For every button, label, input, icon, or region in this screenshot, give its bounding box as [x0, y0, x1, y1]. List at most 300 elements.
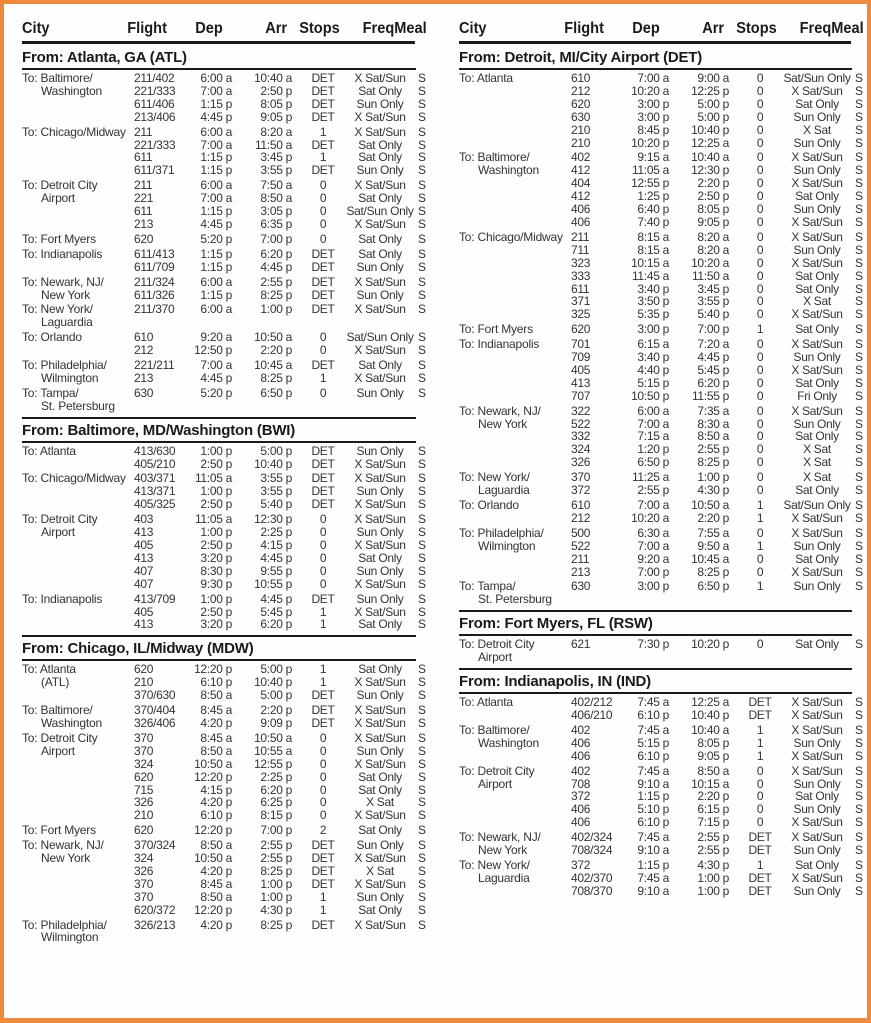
frequency: X Sat/Sun [354, 604, 406, 619]
flight-number: 210 [134, 808, 154, 823]
stops: DET [311, 246, 335, 261]
arrival-time: 6:15 p [697, 802, 729, 817]
arrival-time: 9:05 p [697, 748, 729, 763]
arrival-time: 3:55 p [260, 163, 292, 178]
departure-time: 8:45 a [200, 876, 232, 891]
departure-time: 3:20 p [200, 550, 232, 565]
arrival-time: 3:45 p [697, 281, 729, 296]
departure-time: 3:00 p [637, 322, 669, 337]
stops: DET [311, 497, 335, 512]
flight-number: 405 [571, 362, 591, 377]
frequency: X Sat/Sun [354, 808, 406, 823]
departure-time: 10:15 a [631, 255, 669, 270]
destination-group [22, 838, 426, 917]
frequency: Sat Only [358, 902, 402, 917]
stops: DET [748, 870, 772, 885]
destination-city-line: To: Tampa/ [459, 579, 516, 594]
frequency: Sun Only [793, 109, 841, 124]
meal: S [855, 96, 863, 111]
flight-number: 372 [571, 483, 591, 498]
meal: S [418, 823, 426, 838]
frequency: X Sat/Sun [354, 178, 406, 193]
meal: S [855, 281, 863, 296]
flight-row [134, 552, 426, 565]
stops: 0 [756, 551, 764, 566]
flight-number: 221/333 [134, 83, 176, 98]
destination-group [22, 124, 426, 178]
departure-time: 7:15 a [637, 429, 669, 444]
origin-section [459, 610, 863, 665]
departure-time: 6:40 p [637, 202, 669, 217]
departure-time: 6:10 p [637, 707, 669, 722]
departure-time: 5:15 p [637, 375, 669, 390]
flight-row [571, 709, 863, 722]
departure-time: 4:20 p [200, 917, 232, 932]
departure-time: 1:15 p [200, 96, 232, 111]
arrival-time: 8:05 p [260, 96, 292, 111]
departure-time: 10:20 a [631, 510, 669, 525]
stops: 0 [756, 483, 764, 498]
arrival-time: 11:50 a [691, 268, 729, 283]
flight-rows [134, 233, 426, 246]
meal: S [855, 470, 863, 485]
arrival-time: 2:55 p [260, 838, 292, 853]
frequency: Sat Only [795, 281, 839, 296]
frequency: X Sat/Sun [791, 214, 843, 229]
flight-number: 701 [571, 337, 591, 352]
departure-time: 12:20 p [194, 662, 232, 677]
meal: S [855, 268, 863, 283]
meal: S [855, 229, 863, 244]
meal: S [418, 471, 426, 486]
destination-city [459, 231, 571, 321]
stops: DET [311, 703, 335, 718]
frequency: X Sat/Sun [354, 497, 406, 512]
departure-time: 6:00 a [637, 403, 669, 418]
flight-number: 210 [571, 122, 591, 137]
destination-city [459, 638, 571, 664]
frequency: X Sat/Sun [791, 763, 843, 778]
stops: 2 [319, 823, 327, 838]
flight-rows [134, 126, 426, 178]
flight-number: 620 [571, 96, 591, 111]
destination-group [459, 763, 863, 830]
stops: 0 [319, 343, 327, 358]
flight-row [134, 852, 426, 865]
meal: S [418, 863, 426, 878]
column-header-meal: Meal [831, 20, 864, 37]
departure-time: 1:15 p [200, 204, 232, 219]
column-header-dep: Dep [632, 20, 660, 37]
flight-rows [571, 405, 863, 470]
frequency: X Sat [803, 294, 831, 309]
destination-city [22, 248, 134, 274]
destination-city [22, 704, 134, 730]
flight-row [571, 308, 863, 321]
flight-number: 611 [134, 150, 153, 165]
departure-time: 6:00 a [200, 71, 232, 85]
flight-rows [134, 513, 426, 590]
flight-number: 213/406 [134, 109, 176, 124]
arrival-time: 8:50 a [697, 763, 729, 778]
frequency: X Sat/Sun [791, 337, 843, 352]
origin-section [22, 417, 426, 632]
frequency: Sun Only [356, 385, 404, 400]
stops: DET [311, 259, 335, 274]
destination-city [22, 593, 134, 632]
departure-time: 4:45 p [200, 109, 232, 124]
flight-number: 620 [134, 662, 154, 677]
arrival-time: 1:00 p [697, 870, 729, 885]
meal: S [418, 330, 426, 345]
destination-group [22, 71, 426, 124]
frequency: X Sat/Sun [354, 124, 406, 139]
flight-number: 620 [134, 823, 154, 838]
frequency: X Sat/Sun [354, 851, 406, 866]
stops: 0 [756, 71, 764, 85]
destination-city-line: Airport [478, 776, 512, 791]
frequency: X Sat/Sun [791, 403, 843, 418]
flight-rows [571, 831, 863, 857]
flight-number: 405/325 [134, 497, 176, 512]
arrival-time: 10:55 p [254, 576, 292, 591]
frequency: X Sat/Sun [791, 748, 843, 763]
meal: S [418, 795, 426, 810]
schedule-column-left [22, 16, 427, 948]
stops: DET [311, 715, 335, 730]
departure-time: 11:25 a [631, 470, 669, 485]
arrival-time: 7:00 p [260, 823, 292, 838]
section-title: From: Indianapolis, IN (IND) [459, 668, 852, 694]
arrival-time: 10:50 a [691, 498, 729, 512]
arrival-time: 11:50 a [254, 137, 292, 152]
flight-number: 211 [134, 178, 153, 193]
departure-time: 1:00 p [200, 443, 232, 458]
flight-row [571, 98, 863, 111]
arrival-time: 2:55 p [697, 830, 729, 845]
destination-group [22, 274, 426, 302]
arrival-time: 2:25 p [260, 525, 292, 540]
departure-time: 11:05 a [631, 163, 669, 178]
flight-rows [134, 839, 426, 916]
flight-row [134, 891, 426, 904]
stops: 0 [756, 83, 764, 98]
destination-city [22, 824, 134, 837]
meal: S [418, 274, 426, 289]
arrival-time: 1:00 p [697, 883, 729, 898]
flight-number: 708 [571, 776, 591, 791]
frequency: X Sat/Sun [354, 512, 406, 527]
arrival-time: 5:40 p [260, 497, 292, 512]
arrival-time: 1:00 p [697, 470, 729, 485]
departure-time: 6:15 a [637, 337, 669, 352]
arrival-time: 6:20 p [260, 246, 292, 261]
flight-number: 213 [134, 370, 154, 385]
destination-group [22, 703, 426, 730]
frequency: X Sat/Sun [354, 576, 406, 591]
frequency: X Sat/Sun [354, 675, 406, 690]
meal: S [855, 214, 863, 229]
flight-row [134, 689, 426, 702]
frequency: X Sat/Sun [791, 564, 843, 579]
frequency: X Sat/Sun [354, 715, 406, 730]
destination-city-line: Airport [41, 743, 75, 758]
stops: DET [311, 471, 335, 486]
flight-number: 522 [571, 416, 591, 431]
flight-rows [571, 527, 863, 579]
flight-rows [134, 472, 426, 511]
flight-row [134, 387, 426, 400]
flight-row [134, 289, 426, 302]
flight-number: 370/404 [134, 703, 176, 718]
destination-city-line: To: Fort Myers [22, 823, 96, 838]
destination-city-line: To: Baltimore/ [459, 150, 530, 165]
destination-group [22, 246, 426, 274]
flight-number: 370 [134, 730, 154, 745]
frequency: X Sat [366, 795, 394, 810]
frequency: Fri Only [797, 388, 837, 403]
stops: 0 [756, 229, 764, 244]
destination-city [22, 359, 134, 385]
departure-time: 5:20 p [200, 385, 232, 400]
flight-number: 412 [571, 189, 591, 204]
meal: S [855, 403, 863, 418]
flight-row [134, 359, 426, 372]
meal: S [418, 743, 426, 758]
destination-city-line: To: Orlando [22, 330, 82, 345]
arrival-time: 8:25 p [260, 863, 292, 878]
flight-number: 402/324 [571, 830, 613, 845]
departure-time: 1:00 p [200, 591, 232, 606]
frequency: Sun Only [793, 843, 841, 858]
stops: 0 [319, 330, 327, 345]
flight-number: 413 [571, 375, 591, 390]
departure-time: 11:05 a [194, 512, 232, 527]
departure-time: 3:00 p [637, 96, 669, 111]
departure-time: 7:00 a [637, 498, 669, 512]
frequency: Sat Only [358, 83, 402, 98]
arrival-time: 8:25 p [697, 564, 729, 579]
flight-number: 708/324 [571, 843, 613, 858]
destination-city-line: St. Petersburg [41, 398, 115, 413]
arrival-time: 9:05 p [697, 214, 729, 229]
departure-time: 5:10 p [637, 802, 669, 817]
stops: DET [311, 96, 335, 111]
flight-row [134, 276, 426, 289]
frequency: X Sat/Sun [354, 109, 406, 124]
stops: 0 [319, 563, 327, 578]
destination-city-line: To: Newark, NJ/ [22, 274, 104, 289]
destination-city [459, 580, 571, 606]
departure-time: 2:50 p [200, 497, 232, 512]
frequency: Sun Only [356, 96, 404, 111]
destination-city [22, 72, 134, 124]
flight-row [134, 164, 426, 177]
flight-row [134, 758, 426, 771]
departure-time: 10:20 p [631, 135, 669, 150]
frequency: X Sat/Sun [354, 876, 406, 891]
departure-time: 7:45 a [637, 763, 669, 778]
meal: S [418, 343, 426, 358]
departure-time: 7:00 a [637, 71, 669, 85]
departure-time: 8:30 p [200, 563, 232, 578]
arrival-time: 7:55 a [697, 525, 729, 540]
arrival-time: 10:40 a [691, 722, 729, 737]
destination-city-line: To: Detroit City [22, 512, 98, 527]
frequency: Sat Only [358, 246, 402, 261]
meal: S [855, 442, 863, 457]
frequency: X Sat/Sun [354, 216, 406, 231]
meal: S [418, 808, 426, 823]
stops: 0 [319, 808, 327, 823]
arrival-time: 8:25 p [697, 455, 729, 470]
schedule-body-right [459, 46, 863, 898]
arrival-time: 5:45 p [697, 362, 729, 377]
stops: 0 [319, 204, 327, 219]
flight-number: 611/406 [134, 96, 175, 111]
meal: S [855, 776, 863, 791]
frequency: X Sat/Sun [791, 722, 843, 737]
meal: S [855, 307, 863, 322]
stops: 0 [756, 470, 764, 485]
column-header-freq: Freq [362, 20, 395, 37]
destination-group [22, 471, 426, 512]
stops: DET [311, 302, 335, 317]
arrival-time: 9:50 a [697, 538, 729, 553]
stops: 0 [319, 538, 327, 552]
flight-row [134, 717, 426, 730]
frequency: Sun Only [793, 135, 841, 150]
stops: 0 [756, 281, 764, 296]
stops: 1 [319, 370, 327, 385]
column-header-dep: Dep [195, 20, 223, 37]
meal: S [855, 564, 863, 579]
flight-row [571, 527, 863, 540]
flight-number: 413 [134, 617, 154, 632]
destination-city-line: To: Chicago/Midway [459, 229, 563, 244]
destination-city [459, 499, 571, 525]
frequency: Sun Only [356, 443, 404, 458]
section-title: From: Detroit, MI/City Airport (DET) [459, 46, 852, 70]
arrival-time: 10:50 a [254, 330, 292, 345]
flight-number: 403/371 [134, 471, 176, 486]
destination-city [459, 405, 571, 470]
departure-time: 5:35 p [637, 307, 669, 322]
stops: DET [311, 688, 335, 703]
flight-row [134, 865, 426, 878]
stops: 0 [319, 231, 327, 246]
frequency: Sun Only [793, 242, 841, 257]
flight-rows [134, 359, 426, 385]
destination-city [22, 919, 134, 945]
flight-number: 370 [134, 743, 154, 758]
stops: 0 [319, 576, 327, 591]
frequency: X Sat/Sun [791, 307, 843, 322]
flight-number: 370 [134, 889, 154, 904]
destination-city [459, 859, 571, 898]
meal: S [418, 769, 426, 784]
departure-time: 6:10 p [637, 748, 669, 763]
destination-city-line: To: Orlando [459, 498, 519, 512]
stops: 0 [756, 442, 764, 457]
departure-time: 8:50 a [200, 889, 232, 904]
arrival-time: 5:40 p [697, 307, 729, 322]
flight-rows [134, 445, 426, 471]
flight-number: 413/630 [134, 443, 176, 458]
departure-time: 6:00 a [200, 124, 232, 139]
frequency: X Sat/Sun [354, 370, 406, 385]
frequency: Sat/Sun Only [346, 204, 414, 219]
arrival-time: 6:20 p [697, 375, 729, 390]
flight-number: 611 [571, 281, 590, 296]
stops: 0 [319, 385, 327, 400]
destination-city-line: To: Chicago/Midway [22, 471, 126, 486]
flight-row [134, 578, 426, 591]
flight-number: 406 [571, 214, 591, 229]
departure-time: 12:20 p [194, 769, 232, 784]
meal: S [418, 71, 426, 85]
flight-number: 212 [571, 510, 591, 525]
arrival-time: 11:55 p [691, 388, 729, 403]
stops: 0 [756, 789, 764, 804]
flight-number: 371 [571, 294, 591, 309]
stops: 1 [319, 889, 327, 904]
stops: 1 [756, 579, 764, 594]
meal: S [418, 756, 426, 771]
flight-number: 405 [134, 538, 154, 552]
flight-number: 211/402 [134, 71, 175, 85]
flight-row [571, 816, 863, 829]
stops: 0 [319, 769, 327, 784]
frequency: X Sat/Sun [354, 471, 406, 486]
departure-time: 6:10 p [200, 808, 232, 823]
meal: S [855, 255, 863, 270]
arrival-time: 9:05 p [260, 109, 292, 124]
flight-row [571, 216, 863, 229]
flight-number: 522 [571, 538, 591, 553]
meal: S [418, 889, 426, 904]
flight-row [134, 565, 426, 578]
arrival-time: 10:50 a [254, 730, 292, 745]
destination-group [459, 403, 863, 470]
destination-city-line: Wilmington [478, 538, 536, 553]
flight-number: 210 [134, 675, 154, 690]
column-header-row [22, 16, 427, 44]
flight-row [134, 126, 426, 139]
destination-group [22, 443, 426, 471]
flight-number: 707 [571, 388, 591, 403]
frequency: Sat Only [795, 96, 839, 111]
stops: DET [311, 456, 335, 471]
stops: 0 [319, 216, 327, 231]
frequency: Sun Only [793, 163, 841, 178]
meal: S [418, 512, 426, 527]
departure-time: 4:45 p [200, 216, 232, 231]
stops: DET [311, 838, 335, 853]
arrival-time: 12:55 p [254, 756, 292, 771]
flight-number: 715 [134, 782, 154, 797]
meal: S [855, 510, 863, 525]
meal: S [855, 362, 863, 377]
flight-number: 610 [571, 498, 591, 512]
flight-row [134, 904, 426, 917]
stops: 1 [756, 510, 764, 525]
destination-group [22, 385, 426, 413]
flight-number: 325 [571, 307, 591, 322]
frequency: X Sat/Sun [791, 176, 843, 191]
destination-city [22, 732, 134, 822]
frequency: X Sat/Sun [791, 815, 843, 830]
